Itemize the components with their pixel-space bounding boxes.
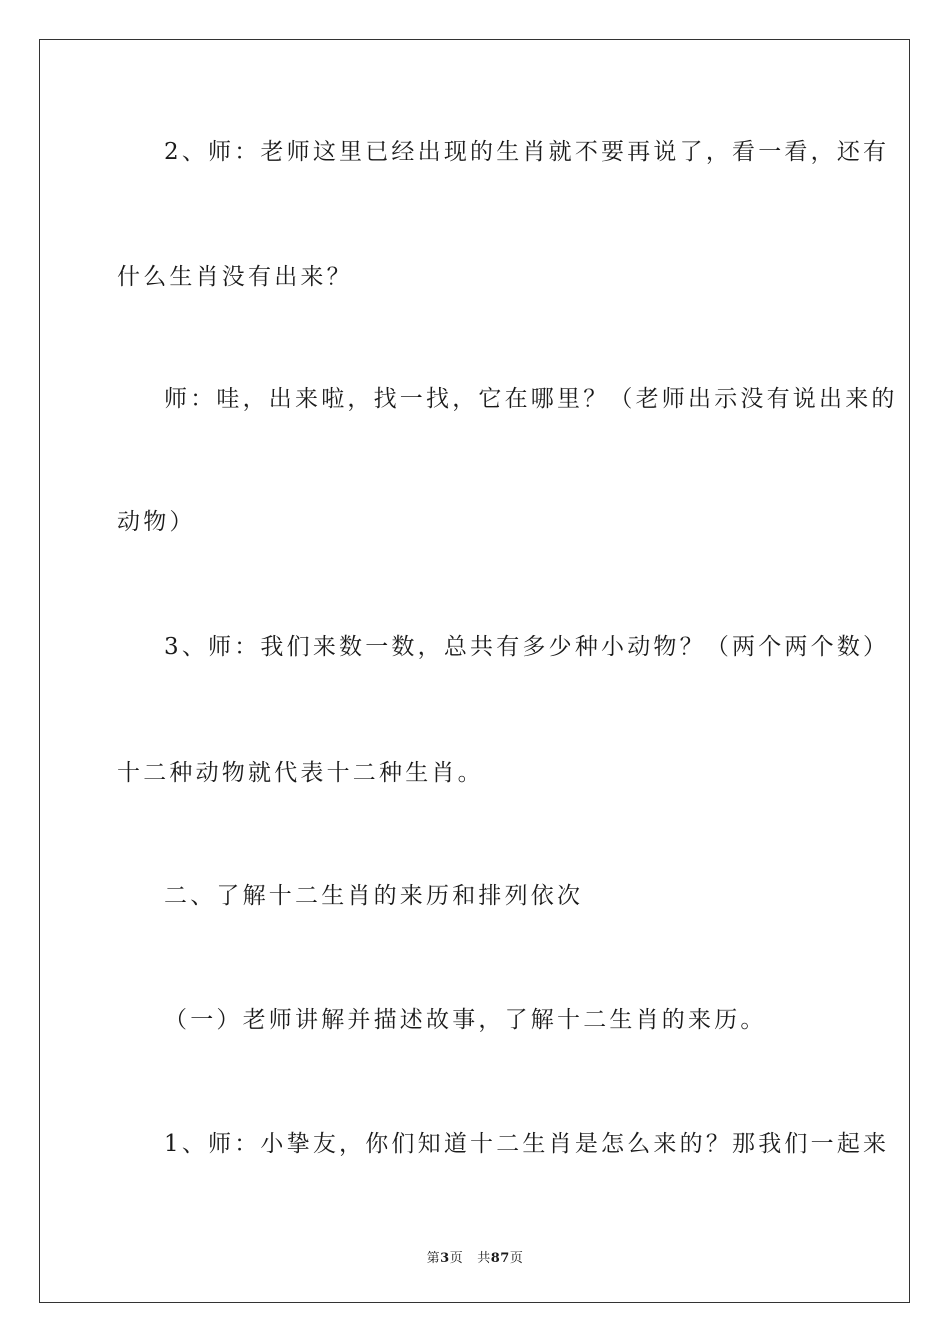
footer-page-prefix: 第: [426, 1251, 441, 1266]
footer-total-suffix: 页: [509, 1251, 524, 1266]
paragraph-line: 师：哇，出来啦，找一找，它在哪里？（老师出示没有说出来的: [164, 386, 898, 412]
paragraph-line: 动物）: [117, 509, 196, 535]
footer-total-pages: 87: [490, 1251, 510, 1266]
footer-total-prefix: 共: [477, 1251, 491, 1266]
subsection-heading: （一）老师讲解并描述故事，了解十二生肖的来历。: [164, 1007, 767, 1033]
paragraph-line: 什么生肖没有出来？: [117, 264, 353, 290]
paragraph-line: 1、师：小挚友，你们知道十二生肖是怎么来的？那我们一起来: [164, 1131, 890, 1157]
section-heading: 二、了解十二生肖的来历和排列依次: [164, 883, 584, 909]
footer-page-number: 3: [440, 1251, 450, 1266]
footer-page-suffix: 页: [449, 1251, 464, 1266]
paragraph-line: 十二种动物就代表十二种生肖。: [117, 760, 484, 786]
paragraph-line: 3、师：我们来数一数，总共有多少种小动物？（两个两个数）: [164, 634, 890, 660]
paragraph-line: 2、师：老师这里已经出现的生肖就不要再说了，看一看，还有: [164, 139, 890, 165]
page-frame: [39, 39, 910, 1303]
page-footer: [0, 1247, 950, 1266]
